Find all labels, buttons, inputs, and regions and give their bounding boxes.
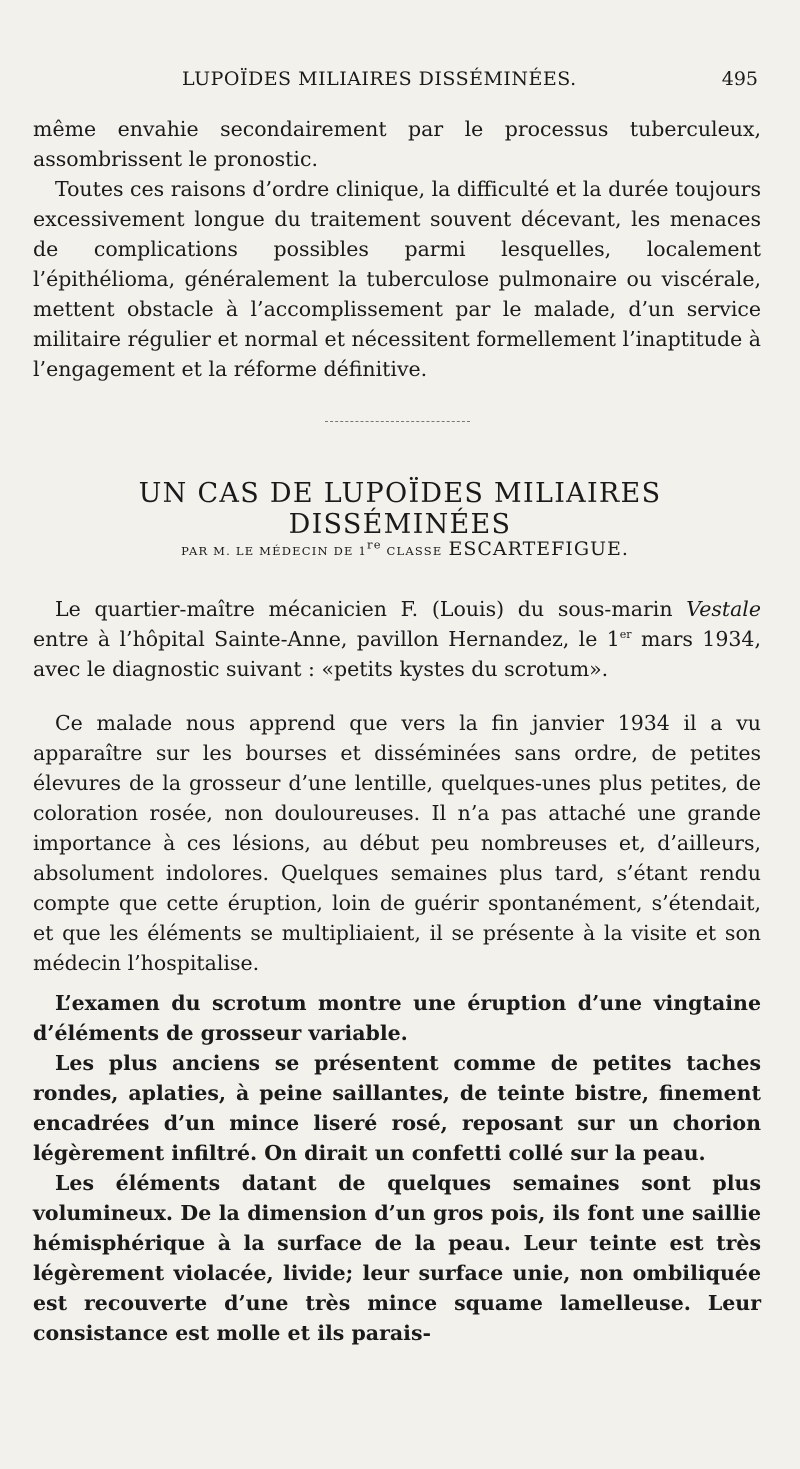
byline-suffix: CLASSE [381, 544, 443, 558]
p3-text-a: Le quartier-maître mécanicien F. (Louis) du sous-marin [55, 597, 687, 621]
paragraph-old-lesions: Les plus anciens se présentent comme de petites taches rondes, aplaties, à peine saillantes, de teinte bistre, finement encadrées d’un mince liseré rosé, reposant sur un chorion légèrement infiltré. On dirait un confetti collé sur la peau. [33, 1051, 761, 1165]
paragraph-recent-lesions: Les éléments datant de quelques semaines sont plus volumineux. De la dimension d’un gros pois, ils font une saillie hémisphérique à la surface de la peau. Leur teinte est très légèrement violacée, livide; leur surface unie, non ombiliquée est recouverte d’une très mince squame lamelleuse. Leur consistance est molle et ils parais- [33, 1171, 761, 1345]
running-title: LUPOÏDES MILIAIRES DISSÉMINÉES. [182, 68, 577, 90]
byline-author: ESCARTEFIGUE. [448, 538, 629, 560]
paragraph-admission [33, 594, 761, 684]
article-title: UN CAS DE LUPOÏDES MILIAIRES DISSÉMINÉES [138, 478, 662, 540]
paragraph-conclusion: Toutes ces raisons d’ordre clinique, la difficulté et la durée toujours excessivement longue du traitement souvent décevant, les menaces de complications possibles parmi lesquelles, localement l’épithélioma, généralement la tuberculose pulmonaire ou viscérale, mettent obstacle à l’accomplissement par le malade, d’un service militaire régulier et normal et nécessitent formellement l’inaptitude à l’engagement et la réforme définitive. [33, 177, 761, 381]
page-header [52, 68, 764, 102]
p3-text-b: entre à l’hôpital Sainte-Anne, pavillon Hernandez, le 1 [33, 627, 620, 651]
byline-prefix: PAR M. LE MÉDECIN DE 1 [181, 544, 367, 558]
section-divider [325, 421, 470, 422]
byline-superscript: re [367, 537, 382, 552]
p3-text-c: mars 1934, avec le diagnostic suivant : «petits kystes du scrotum». [33, 627, 761, 681]
vessel-name: Vestale [686, 597, 761, 621]
p3-superscript: er [619, 628, 632, 642]
paragraph-history: Ce malade nous apprend que vers la fin janvier 1934 il a vu apparaître sur les bourses et disséminées sans ordre, de petites élevures de la grosseur d’une lentille, quelques-unes plus petites, de coloration rosée, non douloureuses. Il n’a pas attaché une grande importance à ces lésions, au début peu nombreuses et, d’ailleurs, absolument indolores. Quelques semaines plus tard, s’étant rendu compte que cette éruption, loin de guérir spontanément, s’étendait, et que les éléments se multipliaient, il se présente à la visite et son médecin l’hospitalise. [33, 711, 761, 975]
byline [60, 538, 750, 560]
page-number: 495 [721, 68, 758, 90]
paragraph-continuation: même envahie secondairement par le processus tuberculeux, assombrissent le pronostic. [33, 117, 761, 171]
paragraph-examination: L’examen du scrotum montre une éruption d’une vingtaine d’éléments de grosseur variable. [33, 991, 761, 1045]
